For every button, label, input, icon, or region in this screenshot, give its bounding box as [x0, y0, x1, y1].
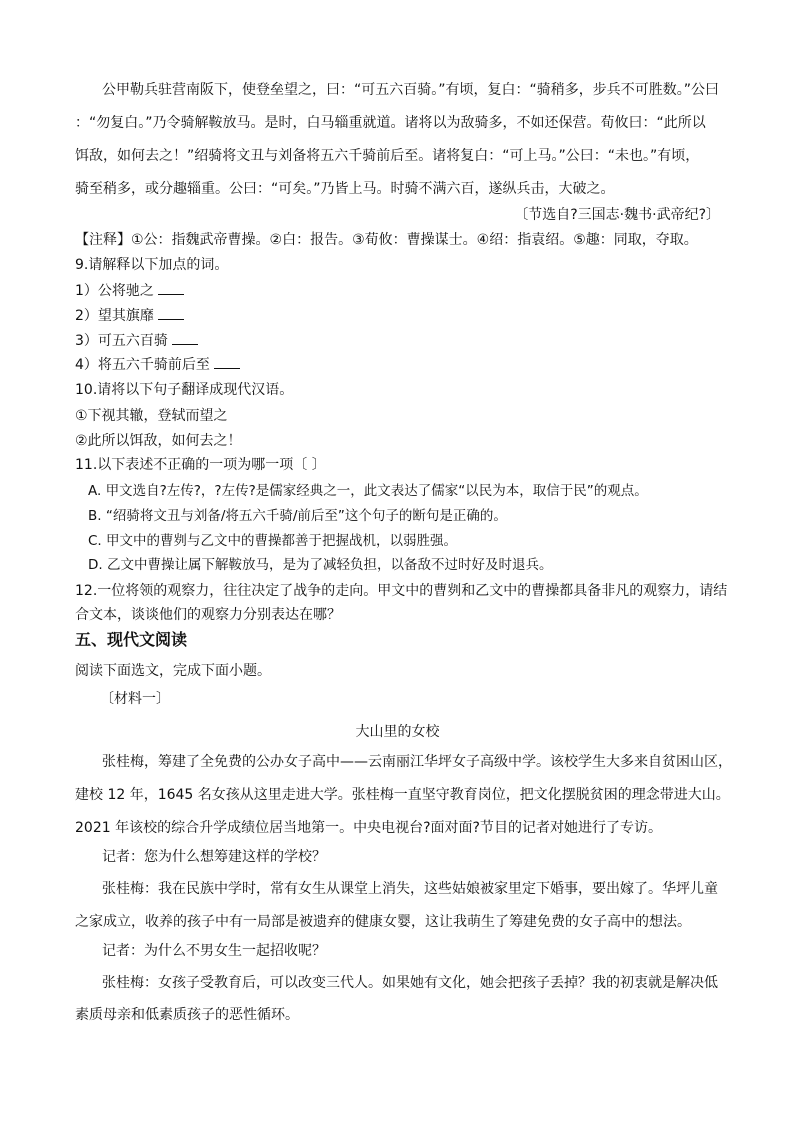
question-9-item — [75, 281, 725, 301]
article-line: 张桂梅：女孩子受教育后，可以改变三代人。如果她有文化，她会把孩子丢掉？我的初衷就是解决低 — [102, 975, 718, 991]
question-11-option-d[interactable]: D. 乙文中曹操让属下解鞍放马，是为了减轻负担，以备敌不过时好及时退兵。 — [88, 557, 553, 573]
question-9-item-text: 3）可五六百骑 — [75, 333, 168, 349]
answer-blank[interactable] — [158, 281, 184, 295]
question-9-item-text: 1）公将驰之 — [75, 283, 154, 299]
passage-line: 饵敌，如何去之！”绍骑将文丑与刘备将五六千骑前后至。诸将复白：“可上马。”公曰：“未也。”有顷， — [75, 148, 700, 164]
article-title: 大山里的女校 — [355, 724, 440, 740]
article-line: 建校 12 年，1645 名女孩从这里走进大学。张桂梅一直坚守教育岗位，把文化摆脱贫困的理念带进大山。 — [75, 787, 730, 803]
question-10-item: ①下视其辙，登轼而望之 — [75, 408, 228, 424]
question-9-item-text: 2）望其旗靡 — [75, 308, 154, 324]
question-10-item: ②此所以饵敌，如何去之！ — [75, 433, 242, 449]
answer-blank[interactable] — [214, 355, 240, 369]
question-9-item — [75, 355, 725, 375]
article-line: 2021 年该校的综合升学成绩位居当地第一。中央电视台?面对面?节目的记者对她进行了专访。 — [75, 820, 662, 836]
question-11-option-c[interactable]: C. 甲文中的曹刿与乙文中的曹操都善于把握战机，以弱胜强。 — [88, 533, 458, 549]
question-9-stem: 9.请解释以下加点的词。 — [75, 257, 229, 273]
passage-line: 骑至稍多，或分趣辎重。公曰：“可矣。”乃皆上马。时骑不满六百，遂纵兵击，大破之。 — [75, 181, 615, 197]
section-intro: 阅读下面选文，完成下面小题。 — [75, 663, 271, 679]
article-line: 之家成立，收养的孩子中有一局部是被遗弃的健康女婴，这让我萌生了筹建免费的女子高中的想法。 — [75, 914, 691, 930]
question-11-option-b[interactable]: B. “绍骑将文丑与刘备/将五六千骑/前后至”这个句子的断句是正确的。 — [88, 508, 507, 524]
answer-blank[interactable] — [158, 306, 184, 320]
question-11-stem: 11.以下表述不正确的一项为哪一项〔 〕 — [75, 457, 326, 473]
question-9-item-text: 4）将五六千骑前后至 — [75, 357, 210, 373]
passage-source: 〔节选自?三国志·魏书·武帝纪?〕 — [514, 207, 720, 223]
question-11-option-a[interactable]: A. 甲文选自?左传?，?左传?是儒家经典之一，此文表达了儒家“以民为本，取信于民”的观点。 — [88, 483, 648, 499]
question-10-stem: 10.请将以下句子翻译成现代汉语。 — [75, 382, 294, 398]
question-12-line: 合文本，谈谈他们的观察力分别表达在哪？ — [75, 607, 341, 623]
passage-line: ：“勿复白。”乃令骑解鞍放马。是时，白马辎重就道。诸将以为敌骑多，不如还保营。荀攸曰：“此所以 — [75, 115, 706, 131]
section-title: 五、现代文阅读 — [75, 630, 188, 649]
article-line: 记者：为什么不男女生一起招收呢？ — [102, 943, 326, 959]
passage-line: 公甲勒兵驻营南阪下，使登垒望之，曰：“可五六百骑。”有顷，复白：“骑稍多，步兵不可胜数。”公曰 — [102, 82, 720, 98]
material-label: 〔材料一〕 — [100, 691, 170, 707]
article-line: 记者：您为什么想筹建这样的学校？ — [102, 849, 326, 865]
article-line: 张桂梅：我在民族中学时，常有女生从课堂上消失，这些姑娘被家里定下婚事，要出嫁了。华坪儿童 — [102, 881, 718, 897]
answer-blank[interactable] — [172, 331, 198, 345]
question-12-line: 12.一位将领的观察力，往往决定了战争的走向。甲文中的曹刿和乙文中的曹操都具备非凡的观察力，请结 — [75, 583, 728, 599]
question-9-item — [75, 331, 725, 351]
question-9-item — [75, 306, 725, 326]
article-line: 素质母亲和低素质孩子的恶性循环。 — [75, 1007, 299, 1023]
article-line: 张桂梅，筹建了全免费的公办女子高中——云南丽江华坪女子高级中学。该校学生大多来自贫困山区， — [102, 754, 732, 770]
annotation-notes: 【注释】①公：指魏武帝曹操。②白：报告。③荀攸：曹操谋士。④绍：指袁绍。⑤趣：同取，夺取。 — [75, 232, 698, 248]
